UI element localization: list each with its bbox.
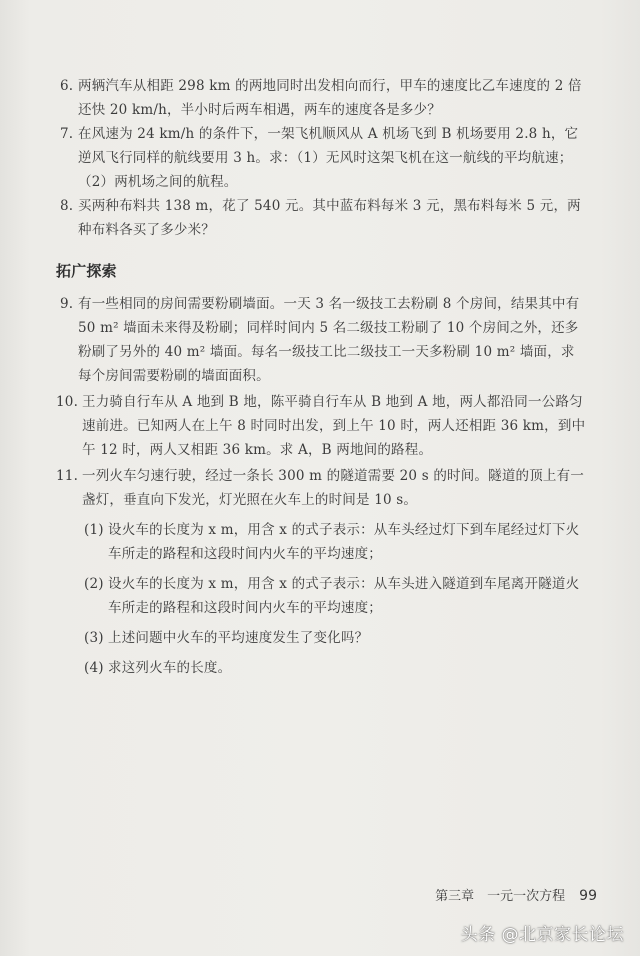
page-footer — [435, 885, 597, 904]
subquestion-1 — [56, 518, 588, 566]
subquestion-3 — [56, 626, 588, 650]
problem-text: 有一些相同的房间需要粉刷墙面。一天 3 名一级技工去粉刷 8 个房间，结果其中有 50 m² 墙面未来得及粉刷；同样时间内 5 名二级技工粉刷了 10 个房间之外，还多粉刷了另外的 40 m² 墙面。每名一级技工比二级技工一天多粉刷 10 m² 墙面，求每个房间需要粉刷的墙面面积。 — [78, 296, 580, 384]
problem-9 — [56, 292, 588, 388]
problem-10 — [56, 390, 588, 462]
problem-7 — [56, 122, 588, 194]
section-title: 拓广探索 — [56, 262, 117, 280]
problem-text: 在风速为 24 km/h 的条件下，一架飞机顺风从 A 机场飞到 B 机场要用 2.8 h，它逆风飞行同样的航线要用 3 h。求：（1）无风时这架飞机在这一航线的平均航速；（2）两机场之间的航程。 — [78, 126, 579, 190]
problem-number: 6. — [60, 78, 74, 94]
problem-number: 9. — [60, 296, 74, 312]
problem-11 — [56, 464, 588, 512]
watermark: 头条 @北京家长论坛 — [460, 925, 624, 945]
problem-text: 买两种布料共 138 m，花了 540 元。其中蓝布料每米 3 元，黑布料每米 5 元，两种布料各买了多少米？ — [78, 198, 581, 238]
problem-number: 8. — [60, 198, 74, 214]
subquestion-text: 求这列火车的长度。 — [108, 660, 232, 676]
subquestion-number: (4) — [84, 660, 104, 676]
subquestion-2 — [56, 572, 588, 620]
problem-text: 两辆汽车从相距 298 km 的两地同时出发相向而行，甲车的速度比乙车速度的 2 倍还快 20 km/h，半小时后两车相遇，两车的速度各是多少？ — [78, 78, 582, 118]
problem-text: 一列火车匀速行驶，经过一条长 300 m 的隧道需要 20 s 的时间。隧道的顶上有一盏灯，垂直向下发光，灯光照在火车上的时间是 10 s。 — [82, 468, 585, 508]
problem-6 — [56, 74, 588, 122]
subquestion-text: 设火车的长度为 x m，用含 x 的式子表示：从车头进入隧道到车尾离开隧道火车所走的路程和这段时间内火车的平均速度； — [108, 576, 580, 616]
chapter-title: 第三章 一元一次方程 — [435, 889, 566, 904]
subquestion-number: (1) — [84, 522, 104, 538]
problem-number: 10. — [56, 394, 79, 410]
page-number: 99 — [579, 888, 597, 904]
subquestion-4 — [56, 656, 588, 680]
subquestion-text: 设火车的长度为 x m，用含 x 的式子表示：从车头经过灯下到车尾经过灯下火车所走的路程和这段时间内火车的平均速度； — [108, 522, 580, 562]
page-content — [56, 74, 588, 680]
subquestion-text: 上述问题中火车的平均速度发生了变化吗？ — [108, 630, 369, 646]
subquestion-number: (3) — [84, 630, 104, 646]
problem-text: 王力骑自行车从 A 地到 B 地，陈平骑自行车从 B 地到 A 地，两人都沿同一公路匀速前进。已知两人在上午 8 时同时出发，到上午 10 时，两人还相距 36 km，到中午 12 时，两人又相距 36 km。求 A，B 两地间的路程。 — [82, 394, 586, 458]
subquestion-number: (2) — [84, 576, 104, 592]
problem-number: 7. — [60, 126, 74, 142]
problem-8 — [56, 194, 588, 242]
problem-number: 11. — [56, 468, 79, 484]
